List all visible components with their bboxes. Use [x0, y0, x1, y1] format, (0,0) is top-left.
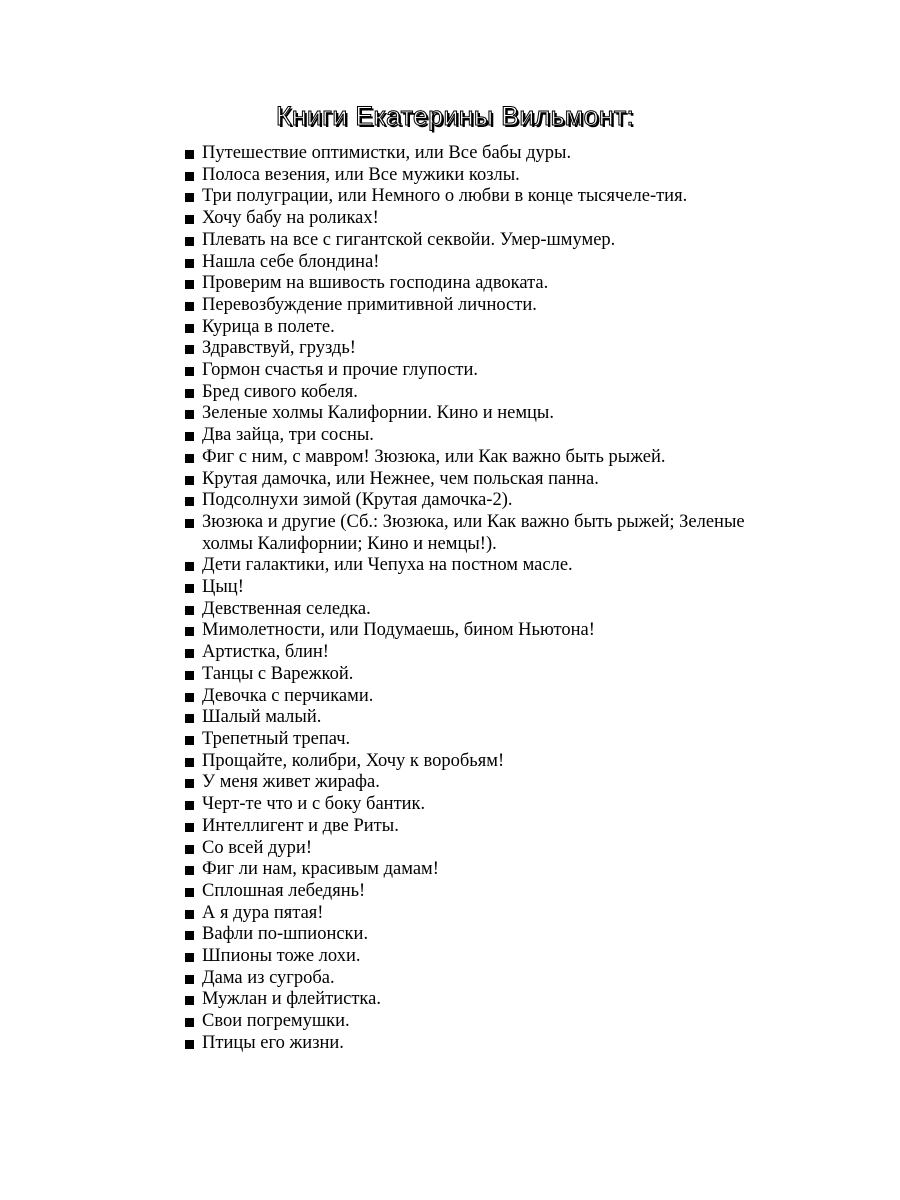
- book-title: Фиг ли нам, красивым дамам!: [202, 859, 439, 880]
- book-title: Девственная селедка.: [202, 598, 371, 619]
- book-title: Курица в полете.: [202, 316, 335, 337]
- list-item: [185, 230, 745, 252]
- list-item: [185, 686, 745, 708]
- book-title: Интеллигент и две Риты.: [202, 815, 399, 836]
- list-item: [185, 555, 745, 577]
- list-item: [185, 273, 745, 295]
- book-title: Плевать на все с гигантской секвойи. Умер-шмумер.: [202, 229, 616, 250]
- square-bullet-icon: [185, 476, 194, 485]
- square-bullet-icon: [185, 866, 194, 875]
- square-bullet-icon: [185, 823, 194, 832]
- list-item: [185, 338, 745, 360]
- book-title: У меня живет жирафа.: [202, 772, 380, 793]
- list-item: [185, 816, 745, 838]
- square-bullet-icon: [185, 671, 194, 680]
- square-bullet-icon: [185, 302, 194, 311]
- book-title: Трепетный трепач.: [202, 728, 351, 749]
- square-bullet-icon: [185, 432, 194, 441]
- square-bullet-icon: [185, 996, 194, 1005]
- book-title: Мужлан и флейтистка.: [202, 989, 381, 1010]
- square-bullet-icon: [185, 389, 194, 398]
- square-bullet-icon: [185, 801, 194, 810]
- list-item: [185, 360, 745, 382]
- book-title: Черт-те что и с боку бантик.: [202, 794, 426, 815]
- square-bullet-icon: [185, 193, 194, 202]
- book-title: Здравствуй, груздь!: [202, 338, 356, 359]
- book-title: Зеленые холмы Калифорнии. Кино и немцы.: [202, 403, 554, 424]
- book-title: Проверим на вшивость господина адвоката.: [202, 273, 549, 294]
- square-bullet-icon: [185, 931, 194, 940]
- list-item: [185, 512, 745, 555]
- book-title: Шпионы тоже лохи.: [202, 946, 361, 967]
- book-title: Крутая дамочка, или Нежнее, чем польская панна.: [202, 468, 599, 489]
- book-title: Свои погремушки.: [202, 1011, 350, 1032]
- square-bullet-icon: [185, 649, 194, 658]
- list-item: [185, 903, 745, 925]
- square-bullet-icon: [185, 345, 194, 354]
- square-bullet-icon: [185, 910, 194, 919]
- book-title: Три полуграции, или Немного о любви в конце тысячеле-тия.: [202, 186, 688, 207]
- square-bullet-icon: [185, 280, 194, 289]
- square-bullet-icon: [185, 888, 194, 897]
- book-title: Прощайте, колибри, Хочу к воробьям!: [202, 750, 505, 771]
- list-item: [185, 968, 745, 990]
- book-title: Мимолетности, или Подумаешь, бином Ньютона!: [202, 620, 595, 641]
- list-item: [185, 186, 745, 208]
- list-item: [185, 707, 745, 729]
- square-bullet-icon: [185, 367, 194, 376]
- list-item: [185, 143, 745, 165]
- book-title: Гормон счастья и прочие глупости.: [202, 360, 479, 381]
- list-item: [185, 425, 745, 447]
- square-bullet-icon: [185, 736, 194, 745]
- square-bullet-icon: [185, 324, 194, 333]
- book-title: Вафли по-шпионски.: [202, 924, 369, 945]
- square-bullet-icon: [185, 714, 194, 723]
- square-bullet-icon: [185, 975, 194, 984]
- square-bullet-icon: [185, 693, 194, 702]
- book-title: Цыц!: [202, 577, 244, 598]
- square-bullet-icon: [185, 454, 194, 463]
- book-title: Девочка с перчиками.: [202, 685, 374, 706]
- book-title: Нашла себе блондина!: [202, 251, 380, 272]
- book-title: Танцы с Варежкой.: [202, 663, 354, 684]
- square-bullet-icon: [185, 606, 194, 615]
- list-item: [185, 751, 745, 773]
- list-item: [185, 946, 745, 968]
- page-title: Книги Екатерины Вильмонт:: [275, 101, 635, 131]
- list-item: [185, 838, 745, 860]
- list-item: [185, 165, 745, 187]
- book-title: Перевозбуждение примитивной личности.: [202, 294, 537, 315]
- list-item: [185, 599, 745, 621]
- book-title: Два зайца, три сосны.: [202, 425, 374, 446]
- square-bullet-icon: [185, 172, 194, 181]
- book-title: Полоса везения, или Все мужики козлы.: [202, 164, 520, 185]
- list-item: [185, 729, 745, 751]
- book-title: Шалый малый.: [202, 707, 322, 728]
- list-item: [185, 577, 745, 599]
- list-item: [185, 881, 745, 903]
- book-title: Сплошная лебедянь!: [202, 880, 366, 901]
- square-bullet-icon: [185, 1018, 194, 1027]
- list-item: [185, 620, 745, 642]
- book-title: Путешествие оптимистки, или Все бабы дуры.: [202, 143, 572, 163]
- list-item: [185, 1011, 745, 1033]
- square-bullet-icon: [185, 758, 194, 767]
- book-title: Фиг с ним, с мавром! Зюзюка, или Как важно быть рыжей.: [202, 446, 666, 467]
- list-item: [185, 794, 745, 816]
- list-item: [185, 403, 745, 425]
- book-title: Бред сивого кобеля.: [202, 381, 358, 402]
- book-title: Со всей дури!: [202, 837, 312, 858]
- list-item: [185, 208, 745, 230]
- square-bullet-icon: [185, 627, 194, 636]
- square-bullet-icon: [185, 215, 194, 224]
- list-item: [185, 469, 745, 491]
- list-item: [185, 859, 745, 881]
- book-title: Дети галактики, или Чепуха на постном масле.: [202, 555, 573, 576]
- book-title: А я дура пятая!: [202, 902, 324, 923]
- book-title: Дама из сугроба.: [202, 967, 335, 988]
- list-item: [185, 664, 745, 686]
- square-bullet-icon: [185, 259, 194, 268]
- list-item: [185, 447, 745, 469]
- book-title: Артистка, блин!: [202, 642, 329, 663]
- square-bullet-icon: [185, 410, 194, 419]
- list-item: [185, 1033, 745, 1055]
- list-item: [185, 924, 745, 946]
- square-bullet-icon: [185, 1040, 194, 1049]
- book-title: Хочу бабу на роликах!: [202, 208, 379, 229]
- book-title: Зюзюка и другие (Сб.: Зюзюка, или Как важно быть рыжей; Зеленые холмы Калифорнии; Кино и немцы!).: [202, 511, 745, 554]
- list-item: [185, 295, 745, 317]
- list-item: [185, 252, 745, 274]
- list-item: [185, 382, 745, 404]
- square-bullet-icon: [185, 779, 194, 788]
- square-bullet-icon: [185, 237, 194, 246]
- square-bullet-icon: [185, 150, 194, 159]
- square-bullet-icon: [185, 562, 194, 571]
- square-bullet-icon: [185, 519, 194, 528]
- square-bullet-icon: [185, 845, 194, 854]
- square-bullet-icon: [185, 497, 194, 506]
- book-list: [185, 143, 745, 1055]
- list-item: [185, 989, 745, 1011]
- square-bullet-icon: [185, 584, 194, 593]
- book-title: Птицы его жизни.: [202, 1032, 344, 1053]
- list-item: [185, 317, 745, 339]
- list-item: [185, 490, 745, 512]
- square-bullet-icon: [185, 953, 194, 962]
- list-item: [185, 772, 745, 794]
- list-item: [185, 642, 745, 664]
- book-title: Подсолнухи зимой (Крутая дамочка-2).: [202, 490, 513, 511]
